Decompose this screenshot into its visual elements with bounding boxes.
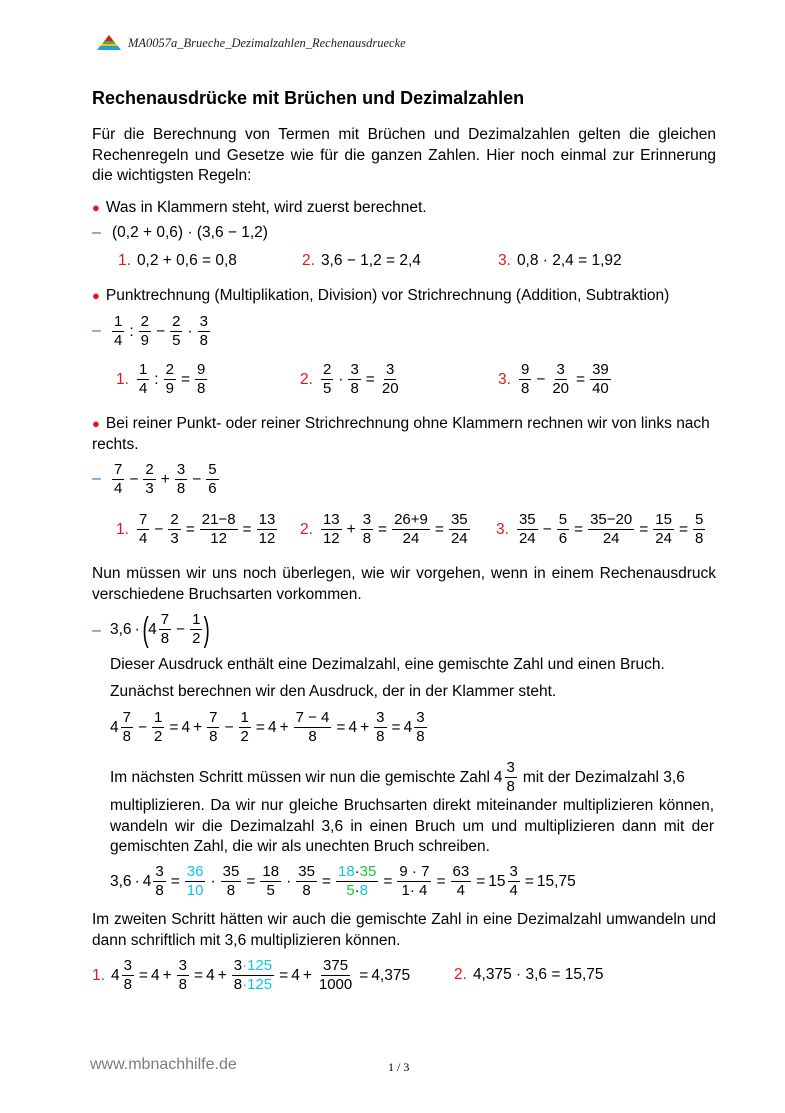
- rule-1-step-2: 2. 3,6 − 1,2 = 2,4: [302, 252, 421, 269]
- bullet-icon: ●: [92, 200, 100, 215]
- mixed-example: 3,6 · ( 4 $\frac{7}{8}$ − $\frac{1}{2}$ ): [110, 610, 211, 649]
- rule-2-step-3: 3. $\frac{9}{8}$ − $\frac{3}{20}$ = $\frac{39}{40}$: [498, 361, 609, 397]
- rule-3: [92, 414, 716, 455]
- rule-3-text: Bei reiner Punkt- oder reiner Strichrechnung ohne Klammern rechnen wir von links nach rechts.: [92, 415, 710, 453]
- paragraph-2: Nun müssen wir uns noch überlegen, wie wir vorgehen, wenn in einem Rechenausdruck verschiedene Bruchsarten vorkommen.: [92, 565, 716, 603]
- dash-marker: –: [92, 224, 101, 241]
- rule-1-text: Was in Klammern steht, wird zuerst berechnet.: [105, 199, 427, 216]
- logo-icon: [96, 34, 122, 52]
- rule-2-step-1: 1. $\frac{1}{4}$ : $\frac{2}{9}$ = $\frac{9}{8}$: [116, 361, 206, 397]
- multiplication-calculation: 3,6 · 4 $\frac{3}{8}$ = $\frac{36}{10}$ · $\frac{35}{8}$ = $\frac{18}{5}$ · $\frac{35}{8}$ = $\frac{18\cdot 35}{5\cdot 8}$ = $\frac{9 \cdot 7}{1\cdot 4}$ = $\frac{63}{4}$ = 15 $\frac{3}{4}$ = 15,75: [110, 863, 576, 899]
- rule-1-example: (0,2 + 0,6) · (3,6 − 1,2): [112, 224, 268, 241]
- page-number: 1 / 3: [388, 1060, 410, 1074]
- dash-marker: –: [92, 622, 101, 639]
- rule-1-step-1: 1. 0,2 + 0,6 = 0,8: [118, 252, 237, 269]
- rule-1: [92, 198, 427, 219]
- paragraph-3: Im zweiten Schritt hätten wir auch die gemischte Zahl in eine Dezimalzahl umwandeln und dann schriftlich mit 3,6 multiplizieren können.: [92, 911, 716, 949]
- rule-2: [92, 286, 669, 307]
- final-step-1: 1. 4 $\frac{3}{8}$ = 4 + $\frac{3}{8}$ = 4 + $\frac{3\cdot 125}{8\cdot 125}$ = 4 + $\frac{375}{1000}$ = 4,375: [92, 957, 411, 993]
- bullet-icon: ●: [92, 288, 100, 303]
- header-filename: MA0057a_Brueche_Dezimalzahlen_Rechenausdruecke: [128, 35, 406, 50]
- rule-2-text: Punktrechnung (Multiplikation, Division) vor Strichrechnung (Addition, Subtraktion): [105, 287, 670, 304]
- explain-1: Dieser Ausdruck enthält eine Dezimalzahl, eine gemischte Zahl und einen Bruch.: [110, 656, 665, 673]
- rule-3-example: $\frac{7}{4}$ − $\frac{2}{3}$ + $\frac{3}{8}$ − $\frac{5}{6}$: [114, 461, 217, 497]
- rule-3-step-1: 1. $\frac{7}{4}$ − $\frac{2}{3}$ = $\frac{21-8}{12}$ = $\frac{13}{12}$: [116, 511, 276, 547]
- rule-2-example: $\frac{1}{4}$ : $\frac{2}{9}$ − $\frac{2}{5}$ · $\frac{3}{8}$: [114, 313, 208, 349]
- rule-3-step-3: 3. $\frac{35}{24}$ − $\frac{5}{6}$ = $\frac{35-20}{24}$ = $\frac{15}{24}$ = $\frac{5}{8}$: [496, 511, 704, 547]
- dash-marker: –: [92, 470, 101, 487]
- page-title: Rechenausdrücke mit Brüchen und Dezimalzahlen: [92, 88, 525, 108]
- dash-marker: –: [92, 322, 101, 339]
- explain-4: multiplizieren. Da wir nur gleiche Bruchsarten direkt miteinander multiplizieren können, wandeln wir die Dezimalzahl 3,6 in einen Bruch um und multiplizieren dann mit der gemischten Zahl, die wir als unechten Bruch schreiben.: [110, 797, 714, 855]
- rule-1-step-3: 3. 0,8 · 2,4 = 1,92: [498, 252, 622, 269]
- document-header: [96, 34, 406, 52]
- rule-2-step-2: 2. $\frac{2}{5}$ · $\frac{3}{8}$ = $\frac{3}{20}$: [300, 361, 399, 397]
- bullet-icon: ●: [92, 416, 100, 431]
- explain-3: Im nächsten Schritt müssen wir nun die gemischte Zahl 4 $\frac{3}{8}$ mit der Dezimalzahl 3,6: [110, 759, 685, 795]
- footer-url: www.mbnachhilfe.de: [90, 1056, 237, 1073]
- rule-3-step-2: 2. $\frac{13}{12}$ + $\frac{3}{8}$ = $\frac{26+9}{24}$ = $\frac{35}{24}$: [300, 511, 468, 547]
- bracket-calculation: 4 $\frac{7}{8}$ − $\frac{1}{2}$ = 4 + $\frac{7}{8}$ − $\frac{1}{2}$ = 4 + $\frac{7 - 4}{8}$ = 4 + $\frac{3}{8}$ = 4 $\frac{3}{8}$: [110, 709, 425, 745]
- intro-paragraph: Für die Berechnung von Termen mit Brüchen und Dezimalzahlen gelten die gleichen Rechenregeln und Gesetze wie für die ganzen Zahlen. Hier noch einmal zur Erinnerung die wichtigsten Regeln:: [92, 126, 716, 184]
- final-step-2: 2. 4,375 · 3,6 = 15,75: [454, 966, 604, 983]
- explain-2: Zunächst berechnen wir den Ausdruck, der in der Klammer steht.: [110, 683, 557, 700]
